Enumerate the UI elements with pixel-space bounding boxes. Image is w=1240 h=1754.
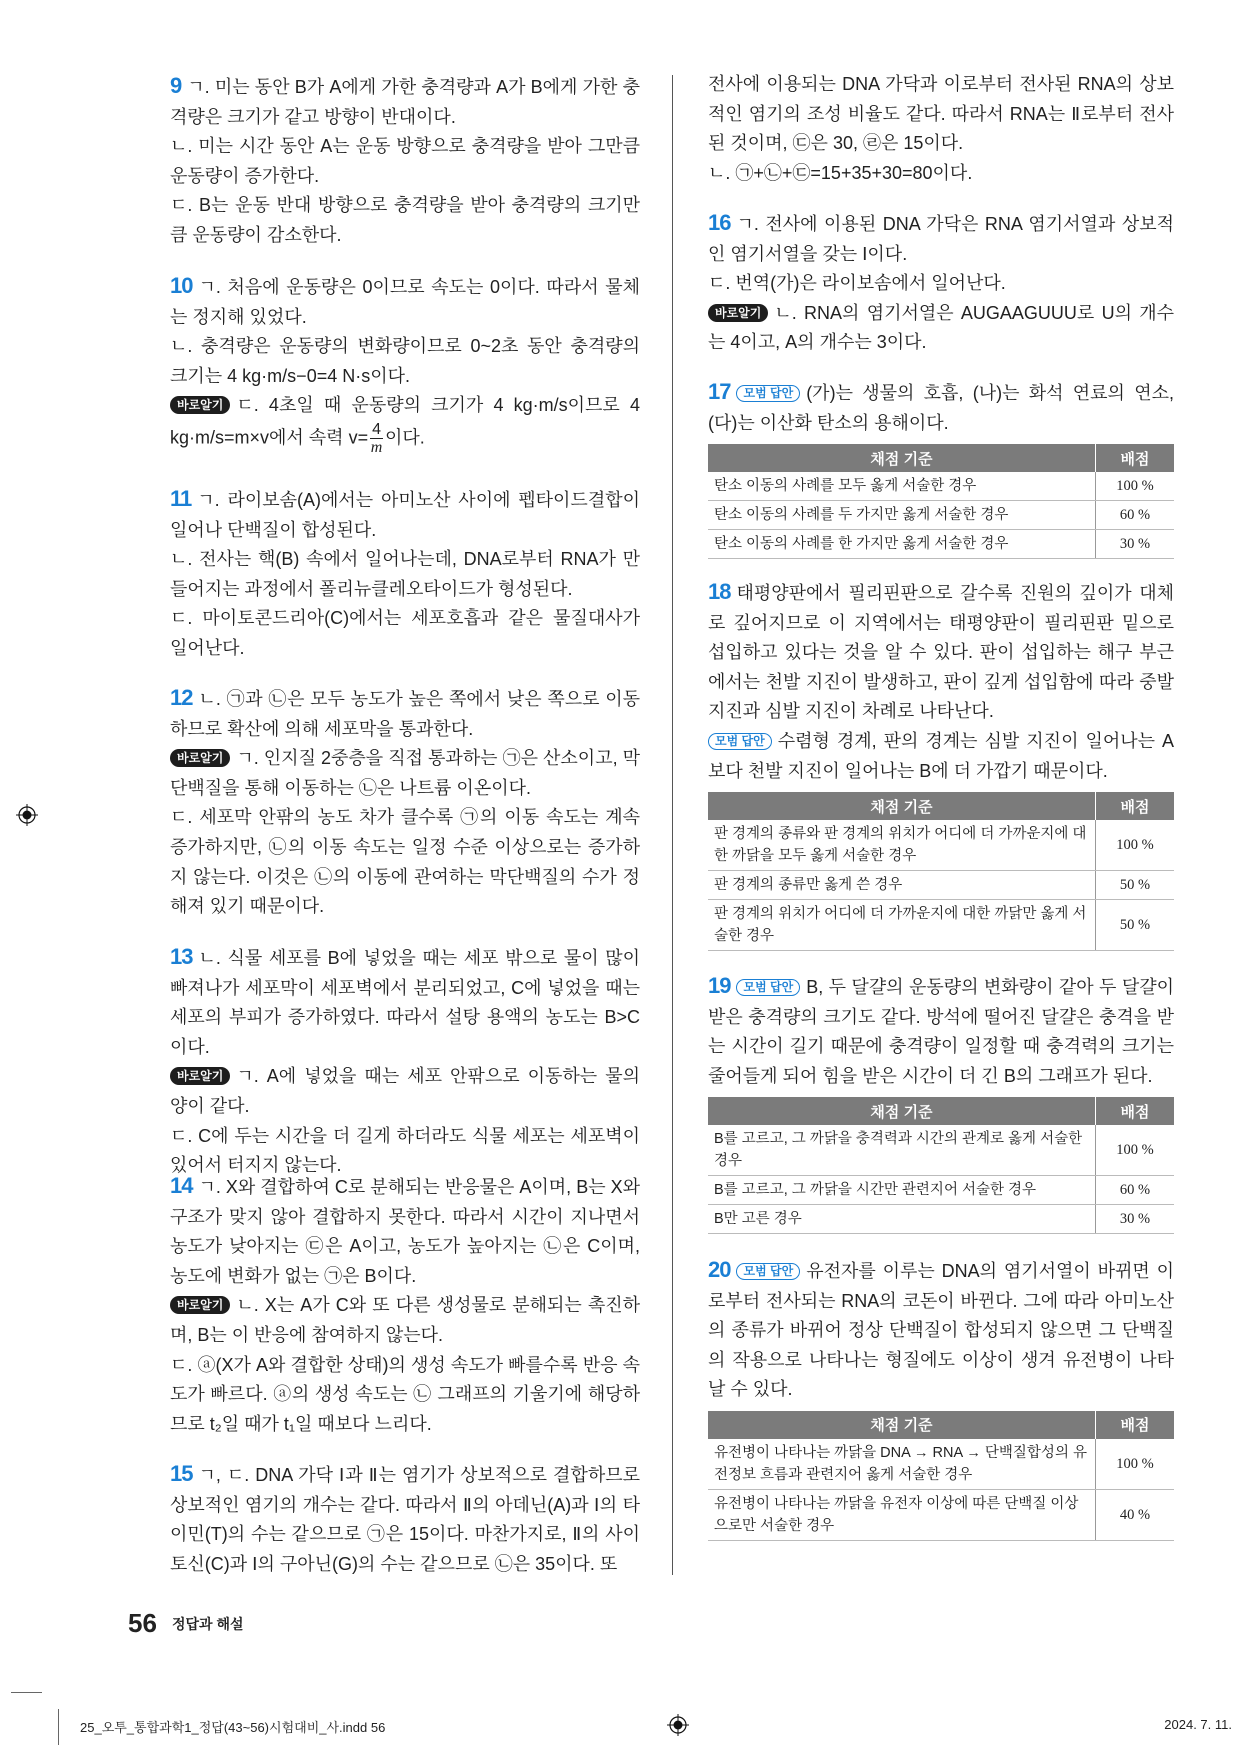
table-row (708, 1205, 1174, 1234)
crop-mark (11, 1692, 42, 1693)
score-cell: 100 % (1096, 820, 1175, 871)
answer-text: ㄴ. ㉠과 ㉡은 모두 농도가 높은 쪽에서 낮은 쪽으로 이동하므로 확산에 의해 세포막을 통과한다. (170, 689, 640, 739)
answer-text: ㄱ. A에 넣었을 때는 세포 안팎으로 이동하는 물의 양이 같다. (170, 1066, 640, 1116)
table-row (708, 472, 1174, 501)
question-number: 13 (170, 944, 193, 969)
table-row (708, 1176, 1174, 1205)
table-header-row (708, 1097, 1174, 1125)
score-header: 배점 (1096, 1097, 1175, 1125)
table-row (708, 871, 1174, 900)
answer-paragraph (170, 803, 640, 921)
answer-section (170, 1459, 640, 1579)
criteria-cell: 탄소 이동의 사례를 모두 옳게 서술한 경우 (708, 472, 1096, 501)
table-row (708, 530, 1174, 559)
answer-section (708, 377, 1174, 559)
scoring-table (708, 1411, 1174, 1541)
question-number: 12 (170, 685, 193, 710)
answer-paragraph (708, 299, 1174, 358)
column-divider (672, 75, 673, 1575)
answer-text: ㄷ. 마이토콘드리아(C)에서는 세포호흡과 같은 물질대사가 일어난다. (170, 608, 640, 658)
score-cell: 60 % (1096, 1176, 1175, 1205)
correction-badge: 바로알기 (170, 749, 230, 767)
criteria-header: 채점 기준 (708, 1411, 1096, 1439)
criteria-cell: 판 경계의 종류와 판 경계의 위치가 어디에 더 가까운지에 대한 까닭을 모두 옳게 서술한 경우 (708, 820, 1096, 871)
score-cell: 100 % (1096, 1125, 1175, 1176)
scoring-table (708, 1097, 1174, 1234)
criteria-cell: 유전병이 나타나는 까닭을 DNA → RNA → 단백질합성의 유전정보 흐름과 관련지어 옳게 서술한 경우 (708, 1439, 1096, 1490)
score-header: 배점 (1096, 444, 1175, 472)
table-row (708, 1439, 1174, 1490)
answer-paragraph (170, 683, 640, 744)
answer-text: ㄷ. C에 두는 시간을 더 길게 하더라도 식물 세포는 세포벽이 있어서 터지지 않는다. (170, 1125, 640, 1176)
answer-text: ㄷ. B는 운동 반대 방향으로 충격량을 받아 충격량의 크기만큼 운동량이 감소한다. (170, 195, 640, 245)
answer-text: B, 두 달걀의 운동량의 변화량이 같아 두 달걀이 받은 충격량의 크기도 같다. 방석에 떨어진 달걀은 충격을 받는 시간이 길기 때문에 충격량이 일정할 때 충격력의 크기는 줄어들게 되어 힘을 받은 시간이 더 긴 B의 그래프가 된다. (708, 977, 1174, 1086)
question-number: 18 (708, 579, 731, 604)
answer-paragraph (170, 1062, 640, 1121)
correction-badge: 바로알기 (708, 304, 768, 322)
answer-section (708, 577, 1174, 951)
score-cell: 50 % (1096, 900, 1175, 951)
answer-paragraph (708, 159, 1174, 189)
answer-section (170, 942, 640, 1181)
criteria-cell: B를 고르고, 그 까닭을 충격력과 시간의 관계로 옳게 서술한 경우 (708, 1125, 1096, 1176)
answer-paragraph (708, 577, 1174, 727)
answer-text: 유전자를 이루는 DNA의 염기서열이 바뀌면 이로부터 전사되는 RNA의 코돈이 바뀐다. 그에 따라 아미노산의 종류가 바뀌어 정상 단백질이 합성되지 않으면 그 단백질의 작용으로 나타나는 형질에도 이상이 생겨 유전병이 나타날 수 있다. (708, 1261, 1174, 1400)
answer-text: ㄷ. ⓐ(X가 A와 결합한 상태)의 생성 속도가 빠를수록 반응 속도가 빠르다. ⓐ의 생성 속도는 ㉡ 그래프의 기울기에 해당하므로 t₂일 때가 t₁일 때보다 느리다. (170, 1354, 640, 1434)
answer-paragraph (170, 271, 640, 332)
criteria-header: 채점 기준 (708, 444, 1096, 472)
score-header: 배점 (1096, 1411, 1175, 1439)
answer-section (708, 70, 1174, 188)
answer-text: ㄴ. 전사는 핵(B) 속에서 일어나는데, DNA로부터 RNA가 만들어지는 과정에서 폴리뉴클레오타이드가 형성된다. (170, 549, 640, 599)
score-cell: 60 % (1096, 501, 1175, 530)
answer-section (708, 208, 1174, 358)
answer-text: ㄷ. 세포막 안팎의 농도 차가 클수록 ㉠의 이동 속도는 계속 증가하지만, ㉡의 이동 속도는 일정 수준 이상으로는 증가하지 않는다. 이것은 ㉡의 이동에 관여하는 막단백질의 수가 정해져 있기 때문이다. (170, 807, 640, 917)
page-number: 56 (128, 1608, 157, 1638)
score-header: 배점 (1096, 792, 1175, 820)
answer-paragraph (708, 1255, 1174, 1405)
criteria-cell: B만 고른 경우 (708, 1205, 1096, 1234)
answer-paragraph (170, 391, 640, 456)
model-answer-badge: 모범 답안 (736, 979, 800, 996)
table-header-row (708, 792, 1174, 820)
fraction-numerator: 4 (372, 420, 381, 438)
scoring-table (708, 792, 1174, 951)
answer-paragraph (170, 942, 640, 1062)
answer-paragraph (170, 71, 640, 132)
criteria-cell: 유전병이 나타나는 까닭을 유전자 이상에 따른 단백질 이상으로만 서술한 경우 (708, 1489, 1096, 1540)
answer-text: ㄱ, ㄷ. DNA 가닥 Ⅰ과 Ⅱ는 염기가 상보적으로 결합하므로 상보적인 염기의 개수는 같다. 따라서 Ⅱ의 아데닌(A)과 Ⅰ의 타이민(T)의 수는 같으므로 ㉠은 15이다. 마찬가지로, Ⅱ의 사이토신(C)과 Ⅰ의 구아닌(G)의 수는 같으므로 ㉡은 35이다. 또 (170, 1465, 640, 1574)
answer-text: 수렴형 경계, 판의 경계는 심발 지진이 일어나는 A보다 천발 지진이 일어나는 B에 더 가깝기 때문이다. (708, 730, 1174, 781)
answer-text: ㄱ. 라이보솜(A)에서는 아미노산 사이에 펩타이드결합이 일어나 단백질이 합성된다. (170, 490, 640, 540)
table-header-row (708, 1411, 1174, 1439)
page-label: 정답과 해설 (172, 1616, 244, 1632)
question-number: 10 (170, 273, 193, 298)
criteria-cell: 탄소 이동의 사례를 두 가지만 옳게 서술한 경우 (708, 501, 1096, 530)
fraction-denominator: m (370, 438, 383, 456)
answer-text: 태평양판에서 필리핀판으로 갈수록 진원의 깊이가 대체로 깊어지므로 이 지역에서는 태평양판이 필리핀판 밑으로 섭입하고 있다는 것을 알 수 있다. 판이 섭입하는 해구 부근에서는 천발 지진이 발생하고, 판이 깊게 섭입함에 따라 중발 지진과 심발 지진이 차례로 나타난다. (708, 583, 1174, 722)
answer-section (170, 484, 640, 664)
answer-paragraph (170, 191, 640, 250)
criteria-header: 채점 기준 (708, 1097, 1096, 1125)
score-cell: 50 % (1096, 871, 1175, 900)
score-cell: 40 % (1096, 1489, 1175, 1540)
model-answer-badge: 모범 답안 (736, 385, 800, 402)
criteria-cell: 판 경계의 종류만 옳게 쓴 경우 (708, 871, 1096, 900)
score-cell: 100 % (1096, 1439, 1175, 1490)
answer-text: 전사에 이용되는 DNA 가닥과 이로부터 전사된 RNA의 상보적인 염기의 조성 비율도 같다. 따라서 RNA는 Ⅱ로부터 전사된 것이며, ㉢은 30, ㉣은 15이다. (708, 74, 1174, 154)
answer-paragraph (170, 132, 640, 191)
question-number: 19 (708, 973, 731, 998)
question-number: 15 (170, 1461, 193, 1486)
crop-mark (58, 1709, 59, 1745)
answer-section (170, 683, 640, 922)
question-number: 20 (708, 1257, 731, 1282)
score-cell: 100 % (1096, 472, 1175, 501)
table-row (708, 900, 1174, 951)
registration-mark-icon (16, 804, 38, 826)
scoring-table (708, 444, 1174, 559)
model-answer-badge: 모범 답안 (736, 1263, 800, 1280)
answer-paragraph (708, 377, 1174, 438)
table-header-row (708, 444, 1174, 472)
table-row (708, 1489, 1174, 1540)
criteria-cell: B를 고르고, 그 까닭을 시간만 관련지어 서술한 경우 (708, 1176, 1096, 1205)
criteria-cell: 탄소 이동의 사례를 한 가지만 옳게 서술한 경우 (708, 530, 1096, 559)
answer-section (170, 1171, 640, 1439)
answer-text: ㄷ. 4초일 때 운동량의 크기가 4 kg·m/s이므로 4 kg·m/s=m×v에서 속력 v= (170, 395, 640, 448)
answer-text: ㄴ. 미는 시간 동안 A는 운동 방향으로 충격량을 받아 그만큼 운동량이 증가한다. (170, 136, 640, 186)
answer-paragraph (170, 744, 640, 803)
answer-paragraph (170, 545, 640, 604)
table-row (708, 501, 1174, 530)
footer-date: 2024. 7. 11. (1164, 1717, 1232, 1732)
answer-paragraph (708, 971, 1174, 1091)
correction-badge: 바로알기 (170, 1067, 230, 1085)
answer-section (708, 971, 1174, 1234)
score-cell: 30 % (1096, 530, 1175, 559)
criteria-cell: 판 경계의 위치가 어디에 더 가까운지에 대한 까닭만 옳게 서술한 경우 (708, 900, 1096, 951)
answer-paragraph (708, 70, 1174, 159)
answer-paragraph (170, 1291, 640, 1350)
answer-paragraph (170, 1171, 640, 1291)
question-number: 11 (170, 486, 192, 511)
correction-badge: 바로알기 (170, 1296, 230, 1314)
answer-text: ㄱ. 인지질 2중층을 직접 통과하는 ㉠은 산소이고, 막단백질을 통해 이동하는 ㉡은 나트륨 이온이다. (170, 748, 640, 798)
answer-text: ㄷ. 번역(가)은 라이보솜에서 일어난다. (708, 273, 1006, 294)
answer-paragraph (170, 332, 640, 391)
answer-text: ㄱ. X와 결합하여 C로 분해되는 반응물은 A이며, B는 X와 구조가 맞지 않아 결합하지 못한다. 따라서 시간이 지나면서 농도가 낮아지는 ㉢은 A이고, 농도가 높아지는 ㉡은 C이며, 농도에 변화가 없는 ㉠은 B이다. (170, 1177, 640, 1286)
model-answer-badge: 모범 답안 (708, 733, 772, 750)
question-number: 9 (170, 73, 182, 98)
score-cell: 30 % (1096, 1205, 1175, 1234)
answer-paragraph (170, 484, 640, 545)
answer-text: ㄱ. 처음에 운동량은 0이므로 속도는 0이다. 따라서 물체는 정지해 있었다. (170, 277, 640, 327)
answer-text: ㄱ. 전사에 이용된 DNA 가닥은 RNA 염기서열과 상보적인 염기서열을 갖는 Ⅰ이다. (708, 214, 1174, 264)
correction-badge: 바로알기 (170, 396, 230, 414)
answer-section (708, 1255, 1174, 1541)
question-number: 16 (708, 210, 731, 235)
answer-text: (가)는 생물의 호흡, (나)는 화석 연료의 연소, (다)는 이산화 탄소의 용해이다. (708, 383, 1174, 433)
answer-paragraph (170, 1459, 640, 1579)
answer-paragraph (170, 1351, 640, 1440)
answer-paragraph (708, 208, 1174, 269)
table-row (708, 820, 1174, 871)
answer-text: ㄴ. RNA의 염기서열은 AUGAAGUUU로 U의 개수는 4이고, A의 개수는 3이다. (708, 302, 1174, 353)
answer-paragraph (708, 727, 1174, 786)
answer-text: ㄴ. 충격량은 운동량의 변화량이므로 0~2초 동안 충격량의 크기는 4 kg·m/s−0=4 N·s이다. (170, 336, 640, 386)
answer-text: ㄴ. ㉠+㉡+㉢=15+35+30=80이다. (708, 162, 973, 183)
answer-text: ㄴ. 식물 세포를 B에 넣었을 때는 세포 밖으로 물이 많이 빠져나가 세포막이 세포벽에서 분리되었고, C에 넣었을 때는 세포의 부피가 증가하였다. 따라서 설탕 용액의 농도는 B>C이다. (170, 948, 640, 1057)
answer-text: ㄴ. X는 A가 C와 또 다른 생성물로 분해되는 촉진하며, B는 이 반응에 참여하지 않는다. (170, 1295, 640, 1345)
answer-section (170, 271, 640, 456)
answer-text-tail: 이다. (385, 427, 425, 448)
question-number: 17 (708, 379, 731, 404)
table-row (708, 1125, 1174, 1176)
fraction (370, 421, 383, 456)
footer-file-name: 25_오투_통합과학1_정답(43~56)시험대비_사.indd 56 (80, 1720, 386, 1735)
answer-section (170, 71, 640, 251)
answer-paragraph (708, 269, 1174, 299)
answer-paragraph (170, 604, 640, 663)
criteria-header: 채점 기준 (708, 792, 1096, 820)
answer-text: ㄱ. 미는 동안 B가 A에게 가한 충격량과 A가 B에게 가한 충격량은 크기가 같고 방향이 반대이다. (170, 77, 640, 127)
registration-mark-icon (667, 1714, 689, 1736)
question-number: 14 (170, 1173, 193, 1198)
